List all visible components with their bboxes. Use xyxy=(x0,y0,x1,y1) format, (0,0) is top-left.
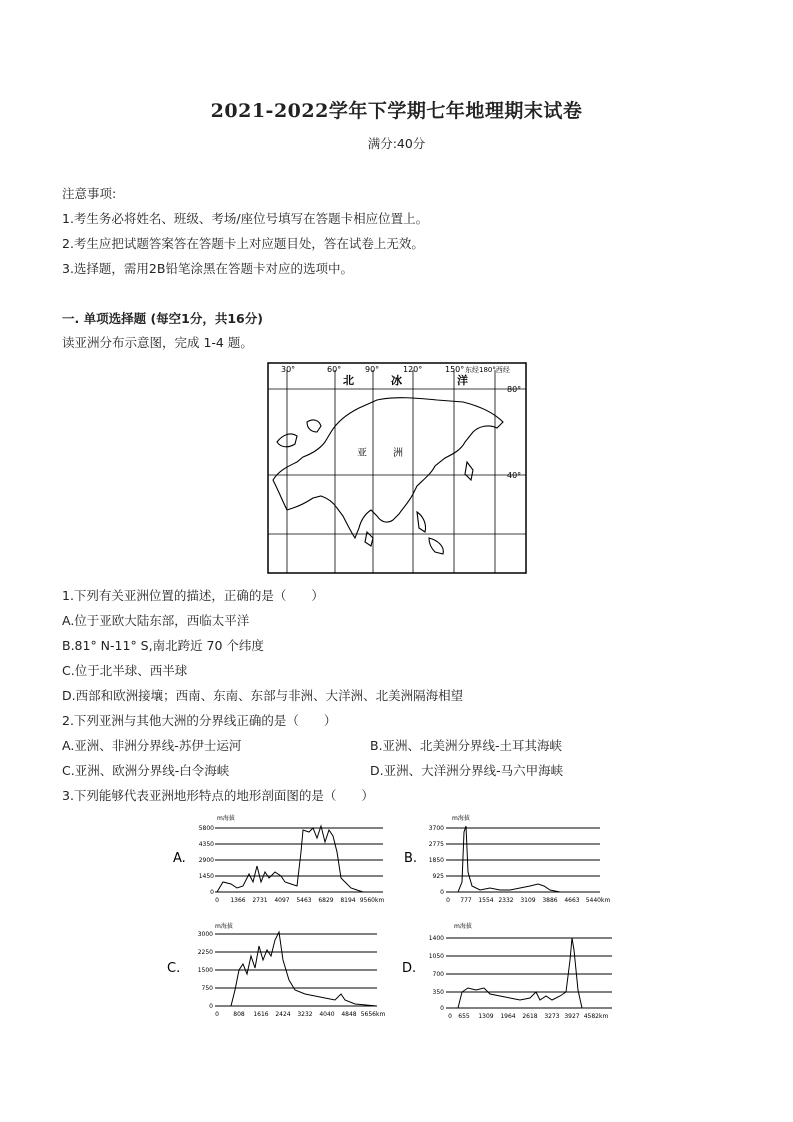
y-tick: 350 xyxy=(432,989,444,996)
profile-y-unit: m海拔 xyxy=(215,923,233,930)
svg-text:洲: 洲 xyxy=(393,448,403,459)
longitude-label: 150° xyxy=(445,365,465,374)
x-tick: 4848 xyxy=(341,1011,357,1018)
section-heading: 一. 单项选择题 (每空1分，共16分) xyxy=(62,311,263,326)
y-tick: 925 xyxy=(432,873,444,880)
q2-stem: 2.下列亚洲与其他大洲的分界线正确的是（ ） xyxy=(62,713,337,728)
profile-chart-d xyxy=(400,920,625,1022)
profile-option-label: C. xyxy=(167,961,181,976)
latitude-label: 80° xyxy=(507,385,522,394)
x-tick: 2332 xyxy=(498,897,514,904)
total-score: 满分:40分 xyxy=(367,136,426,151)
q1-option-c: C.位于北半球、西半球 xyxy=(62,663,188,678)
q2-option-a: A.亚洲、非洲分界线-苏伊士运河 xyxy=(62,738,242,753)
profile-option-label: D. xyxy=(402,961,417,976)
x-tick: 4097 xyxy=(274,897,290,904)
profile-y-unit: m海拔 xyxy=(217,815,235,822)
x-tick: 5463 xyxy=(296,897,312,904)
x-tick: 0 xyxy=(215,1011,219,1018)
x-tick: 2424 xyxy=(275,1011,291,1018)
svg-text:冰: 冰 xyxy=(391,374,402,387)
y-tick: 0 xyxy=(209,1003,213,1010)
x-tick: 0 xyxy=(215,897,219,904)
profile-option-label: A. xyxy=(173,851,186,866)
svg-text:北: 北 xyxy=(343,374,354,387)
x-tick: 5656km xyxy=(360,1011,386,1018)
y-tick: 3700 xyxy=(428,825,444,832)
asia-map xyxy=(267,362,527,574)
x-tick: 4582km xyxy=(583,1013,609,1020)
exam-title: 2021-2022学年下学期七年地理期末试卷 xyxy=(210,100,583,122)
y-tick: 1500 xyxy=(197,967,213,974)
y-tick: 5800 xyxy=(198,825,214,832)
q2-option-c: C.亚洲、欧洲分界线-白令海峡 xyxy=(62,763,230,778)
profile-line xyxy=(217,826,383,892)
x-tick: 2731 xyxy=(252,897,268,904)
x-tick: 1964 xyxy=(500,1013,516,1020)
x-tick: 9560km xyxy=(359,897,385,904)
y-tick: 0 xyxy=(440,1005,444,1012)
y-tick: 0 xyxy=(440,889,444,896)
x-tick: 5440km xyxy=(585,897,611,904)
q1-stem: 1.下列有关亚洲位置的描述，正确的是（ ） xyxy=(62,588,324,603)
x-tick: 1554 xyxy=(478,897,494,904)
longitude-label: 30° xyxy=(281,365,296,374)
latitude-label: 40° xyxy=(507,471,522,480)
q2-option-b: B.亚洲、北美洲分界线-土耳其海峡 xyxy=(370,738,563,753)
longitude-label: 60° xyxy=(327,365,342,374)
y-tick: 2900 xyxy=(198,857,214,864)
q2-option-d: D.亚洲、大洋洲分界线-马六甲海峡 xyxy=(370,763,564,778)
x-tick: 6829 xyxy=(318,897,334,904)
x-tick: 3886 xyxy=(542,897,558,904)
x-tick: 3232 xyxy=(297,1011,313,1018)
y-tick: 0 xyxy=(210,889,214,896)
note-item: 2.考生应把试题答案答在答题卡上对应题目处，答在试卷上无效。 xyxy=(62,236,424,251)
y-tick: 3000 xyxy=(197,931,213,938)
x-tick: 4040 xyxy=(319,1011,335,1018)
x-tick: 8194 xyxy=(340,897,356,904)
y-tick: 2775 xyxy=(428,841,444,848)
profile-y-unit: m海拔 xyxy=(454,923,472,930)
svg-text:洋: 洋 xyxy=(457,374,468,387)
x-tick: 777 xyxy=(460,897,472,904)
x-tick: 0 xyxy=(448,1013,452,1020)
q1-option-b: B.81° N-11° S,南北跨近 70 个纬度 xyxy=(62,638,264,653)
profile-y-unit: m海拔 xyxy=(452,815,470,822)
profile-chart-b xyxy=(400,812,625,910)
y-tick: 1050 xyxy=(428,953,444,960)
q3-stem: 3.下列能够代表亚洲地形特点的地形剖面图的是（ ） xyxy=(62,788,374,803)
y-tick: 2250 xyxy=(197,949,213,956)
profile-chart-a xyxy=(165,812,390,910)
x-tick: 0 xyxy=(446,897,450,904)
x-tick: 4663 xyxy=(564,897,580,904)
map-frame xyxy=(268,363,526,573)
x-tick: 1366 xyxy=(230,897,246,904)
profile-chart-c xyxy=(165,920,390,1022)
y-tick: 1450 xyxy=(198,873,214,880)
x-tick: 3273 xyxy=(544,1013,560,1020)
profile-line xyxy=(458,938,612,1008)
q1-option-d: D.西部和欧洲接壤；西南、东南、东部与非洲、大洋洲、北美洲隔海相望 xyxy=(62,688,464,703)
y-tick: 750 xyxy=(201,985,213,992)
x-tick: 2618 xyxy=(522,1013,538,1020)
x-tick: 655 xyxy=(458,1013,470,1020)
section-intro: 读亚洲分布示意图，完成 1-4 题。 xyxy=(62,335,253,350)
profile-option-label: B. xyxy=(404,851,418,866)
y-tick: 1850 xyxy=(428,857,444,864)
profile-line xyxy=(231,932,377,1006)
note-item: 1.考生务必将姓名、班级、考场/座位号填写在答题卡相应位置上。 xyxy=(62,211,429,226)
svg-text:亚: 亚 xyxy=(357,448,367,459)
x-tick: 3927 xyxy=(564,1013,580,1020)
x-tick: 3109 xyxy=(520,897,536,904)
longitude-label: 120° xyxy=(403,365,423,374)
x-tick: 808 xyxy=(233,1011,245,1018)
longitude-label: 90° xyxy=(365,365,380,374)
x-tick: 1309 xyxy=(478,1013,494,1020)
y-tick: 1400 xyxy=(428,935,444,942)
y-tick: 700 xyxy=(432,971,444,978)
y-tick: 4350 xyxy=(198,841,214,848)
longitude-label: 东经180°西经 xyxy=(465,366,510,374)
note-item: 3.选择题，需用2B铅笔涂黑在答题卡对应的选项中。 xyxy=(62,261,353,276)
notes-heading: 注意事项: xyxy=(62,186,117,201)
x-tick: 1616 xyxy=(253,1011,269,1018)
profile-line xyxy=(450,826,600,892)
q1-option-a: A.位于亚欧大陆东部，西临太平洋 xyxy=(62,613,250,628)
